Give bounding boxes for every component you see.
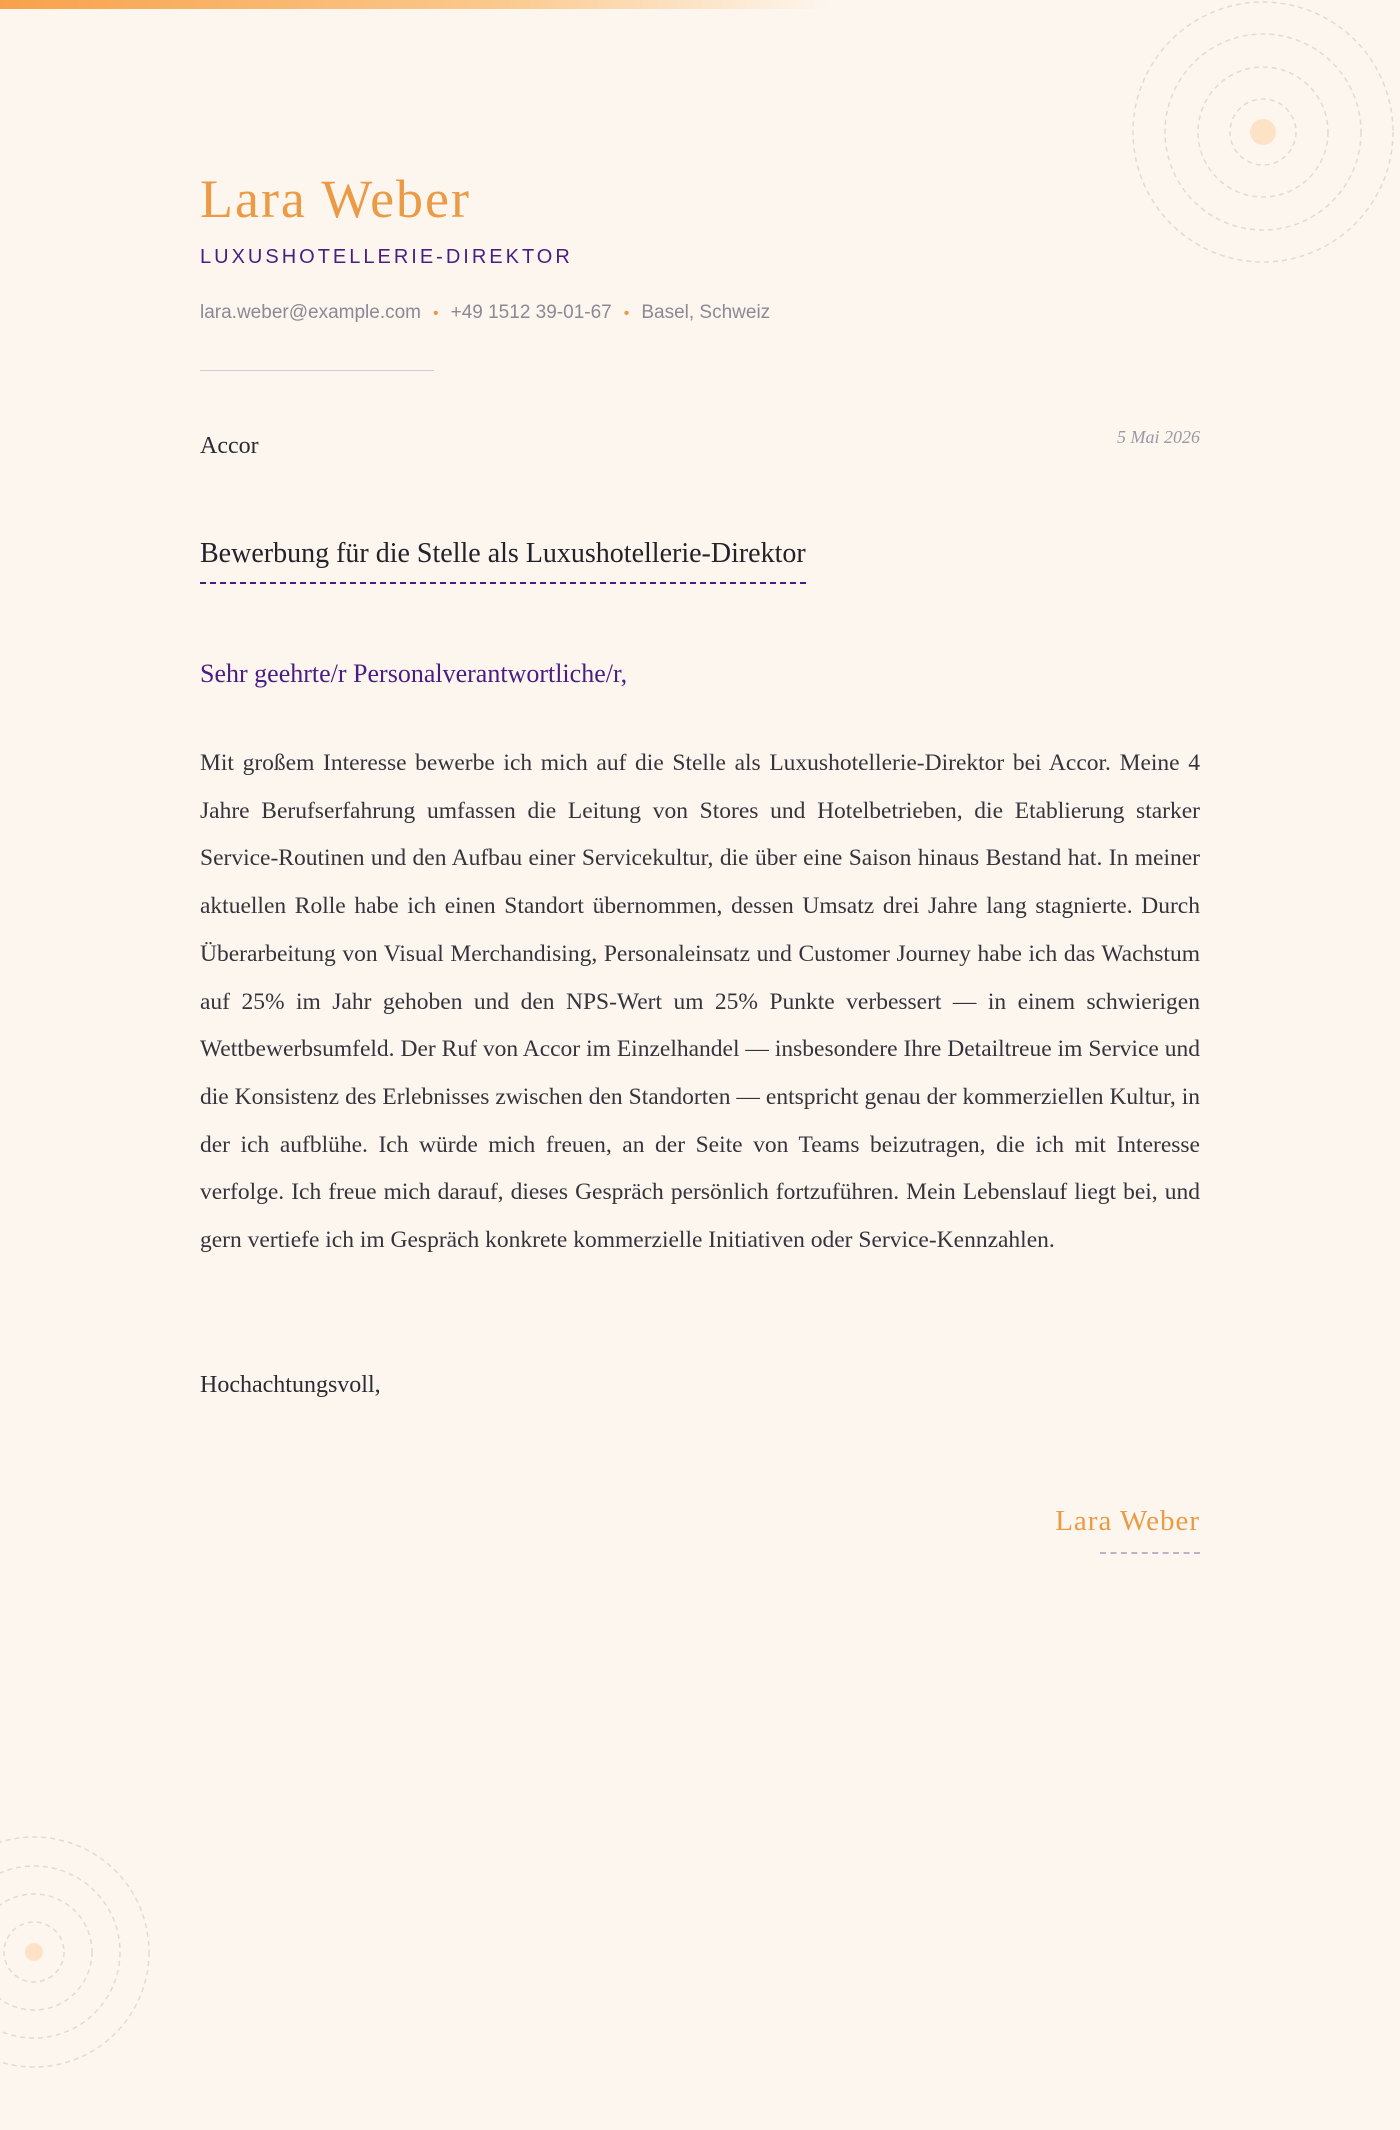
closing-phrase: Hochachtungsvoll,: [200, 1372, 381, 1398]
letter-date: 5 Mai 2026: [1117, 427, 1200, 447]
top-accent-bar: [0, 0, 830, 9]
letter-subject: Bewerbung für die Stelle als Luxushotellerie-Direktor: [200, 538, 806, 584]
signature-name: Lara Weber: [1055, 1505, 1200, 1537]
applicant-name: Lara Weber: [200, 169, 471, 229]
separator-dot: •: [623, 305, 630, 322]
contact-phone[interactable]: +49 1512 39-01-67: [450, 302, 612, 323]
concentric-circles-decoration-bottom: [0, 1800, 200, 2130]
signature-block: [1055, 1505, 1200, 1559]
signature-line: [1100, 1552, 1200, 1554]
contact-location: Basel, Schweiz: [641, 302, 771, 323]
applicant-role: LUXUSHOTELLERIE-DIREKTOR: [200, 246, 573, 268]
contact-email[interactable]: lara.weber@example.com: [200, 302, 421, 323]
salutation: Sehr geehrte/r Personalverantwortliche/r,: [200, 659, 628, 688]
concentric-circles-decoration-top: [1060, 0, 1400, 370]
separator-dot: •: [433, 305, 439, 322]
header-divider: [200, 370, 434, 371]
contact-line: [200, 302, 770, 324]
recipient-company: Accor: [200, 433, 259, 459]
letter-body: Mit großem Interesse bewerbe ich mich auf die Stelle als Luxushotellerie-Direktor bei Accor. Meine 4 Jahre Berufserfahrung umfassen die Leitung von Stores und Hotelbetrieben, die Etablierung starker Service-Routinen und den Aufbau einer Servicekultur, die über eine Saison hinaus Bestand hat. In meiner aktuellen Rolle habe ich einen Standort übernommen, dessen Umsatz drei Jahre lang stagnierte. Durch Überarbeitung von Visual Merchandising, Personaleinsatz und Customer Journey habe ich das Wachstum auf 25% im Jahr gehoben und den NPS-Wert um 25% Punkte verbessert — in einem schwierigen Wettbewerbsumfeld. Der Ruf von Accor im Einzelhandel — insbesondere Ihre Detailtreue im Service und die Konsistenz des Erlebnisses zwischen den Standorten — entspricht genau der kommerziellen Kultur, in der ich aufblühe. Ich würde mich freuen, an der Seite von Teams beizutragen, die ich mit Interesse verfolge. Ich freue mich darauf, dieses Gespräch persönlich fortzuführen. Mein Lebenslauf liegt bei, und gern vertiefe ich im Gespräch konkrete kommerzielle Initiativen oder Service-Kennzahlen.: [200, 750, 1200, 1254]
